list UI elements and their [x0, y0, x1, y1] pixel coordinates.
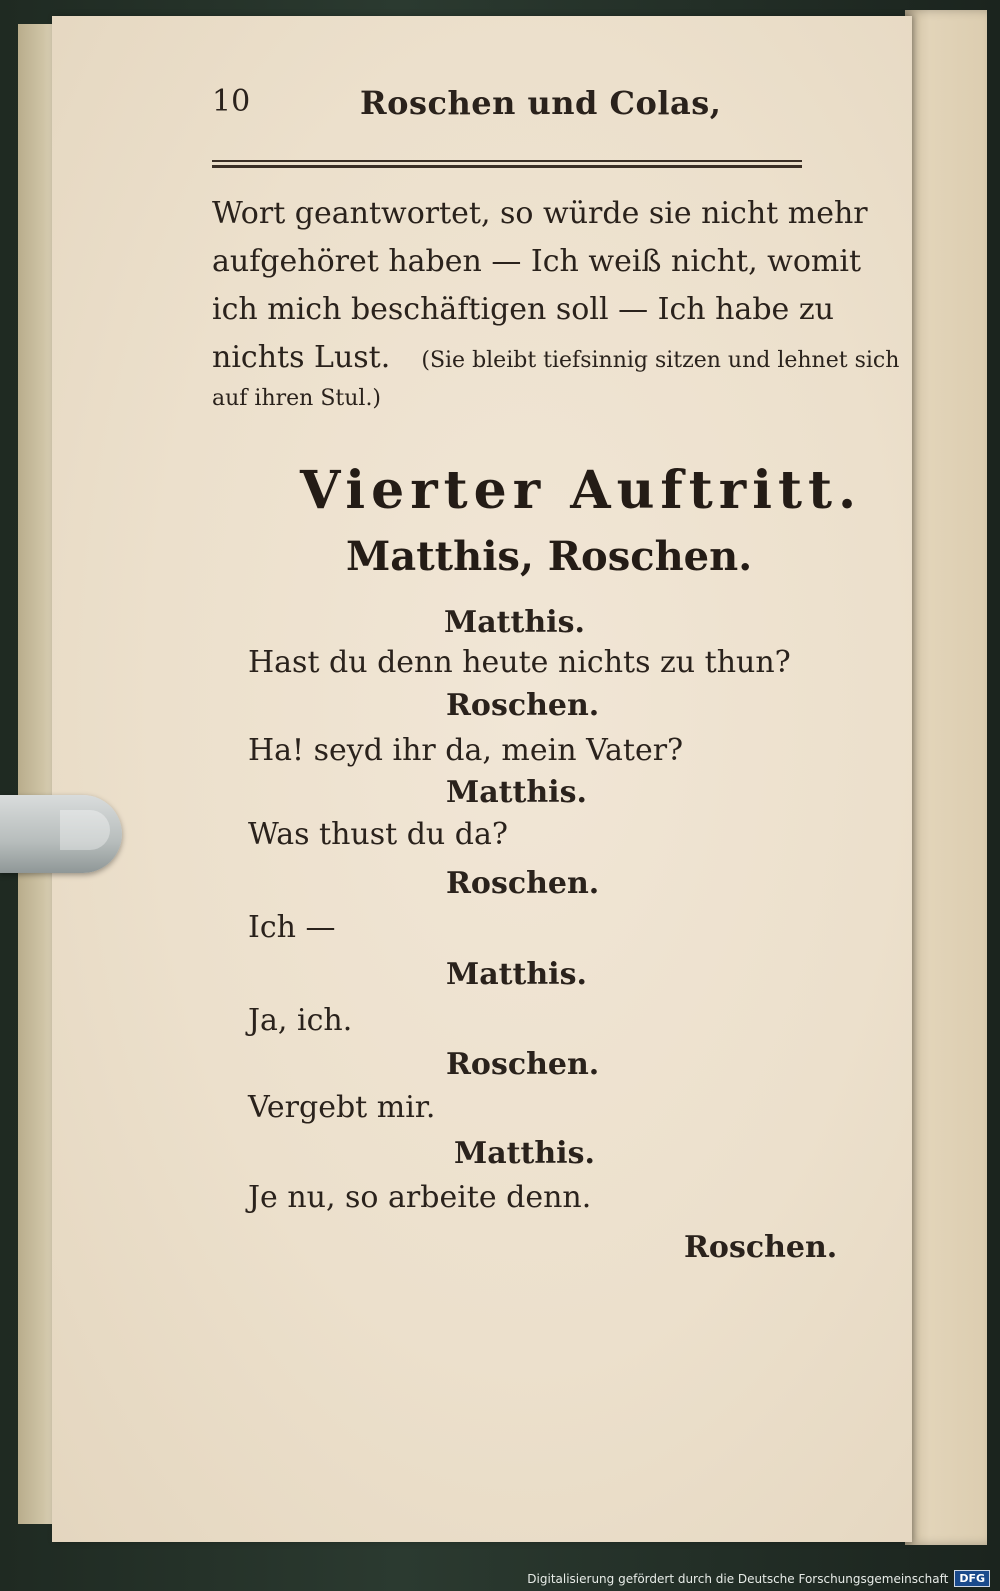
scene-characters: Matthis, Roschen. — [346, 533, 753, 580]
speaker-name: Roschen. — [446, 866, 600, 901]
stage-direction-end: auf ihren Stul.) — [212, 386, 382, 411]
speaker-name: Matthis. — [454, 1136, 595, 1171]
scene-heading: Vierter Auftritt. — [300, 460, 863, 521]
digitization-footer — [527, 1570, 990, 1587]
footer-text: Digitalisierung gefördert durch die Deutsche Forschungsgemeinschaft — [527, 1571, 949, 1586]
dialogue-line: Was thust du da? — [248, 817, 508, 852]
dialogue-line: Hast du denn heute nichts zu thun? — [248, 645, 791, 680]
body-line: ich mich beschäftigen soll — Ich habe zu — [212, 292, 834, 327]
speaker-name: Roschen. — [446, 688, 600, 723]
speaker-name: Matthis. — [446, 957, 587, 992]
page-number: 10 — [212, 84, 251, 119]
dialogue-line: Ich — — [248, 910, 336, 945]
body-line-with-direction — [212, 340, 899, 375]
speaker-name: Matthis. — [446, 775, 587, 810]
stage-direction: (Sie bleibt tiefsinnig sitzen und lehnet sich — [421, 348, 900, 373]
dialogue-line: Ja, ich. — [248, 1003, 353, 1038]
body-line: aufgehöret haben — Ich weiß nicht, womit — [212, 244, 862, 279]
dfg-logo-icon: DFG — [954, 1570, 990, 1587]
body-line: Wort geantwortet, so würde sie nicht mehr — [212, 196, 868, 231]
dialogue-line: Ha! seyd ihr da, mein Vater? — [248, 733, 684, 768]
facing-page-edge — [905, 10, 987, 1545]
page-header — [212, 84, 812, 134]
header-rule — [212, 160, 802, 168]
dialogue-line: Vergebt mir. — [248, 1090, 436, 1125]
running-title: Roschen und Colas, — [360, 84, 722, 122]
catchword: Roschen. — [684, 1230, 838, 1265]
speaker-name: Roschen. — [446, 1047, 600, 1082]
dialogue-line: Je nu, so arbeite denn. — [248, 1180, 592, 1215]
speaker-name: Matthis. — [444, 605, 585, 640]
clip-highlight — [60, 810, 110, 850]
body-line: nichts Lust. — [212, 340, 391, 375]
